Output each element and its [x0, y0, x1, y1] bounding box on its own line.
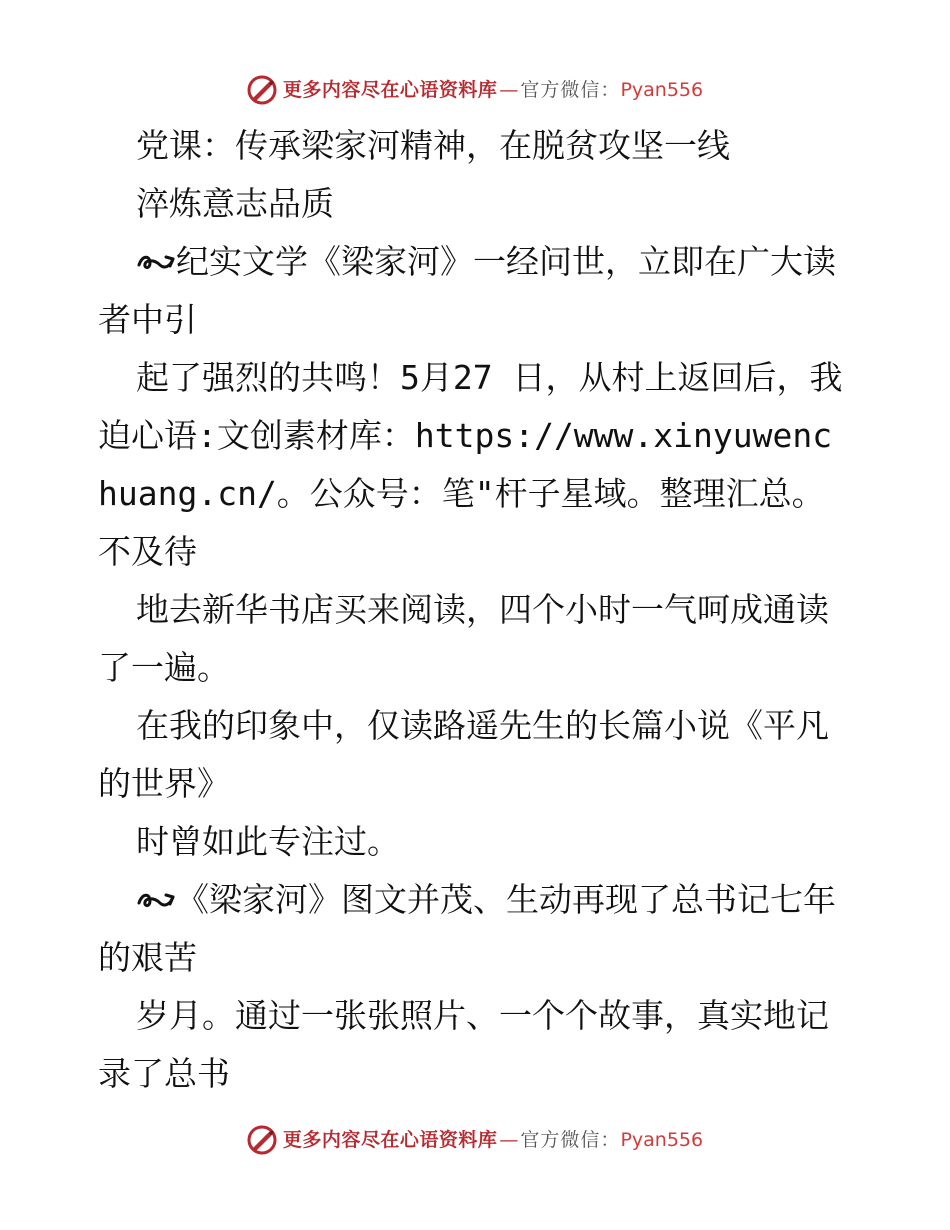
footer-dash: —: [499, 1129, 519, 1151]
paragraph-text: 地去新华书店买来阅读，四个小时一气呵成通读了一遍。: [98, 590, 829, 687]
seal-pen-icon: [247, 75, 277, 105]
paragraph-7: [98, 987, 850, 1103]
paragraph-title-1: [98, 117, 850, 175]
paragraph-title-2: [98, 175, 850, 233]
paragraph-text: 在我的印象中，仅读路遥先生的长篇小说《平凡的世界》: [98, 706, 829, 803]
paragraph-text: 岁月。通过一张张照片、一个个故事，真实地记录了总书: [98, 996, 829, 1093]
footer-wechat-label: 官方微信：: [520, 1129, 621, 1151]
paragraph-4: [98, 697, 850, 813]
paragraph-text: 时曾如此专注过。: [136, 822, 400, 861]
footer-brand-text: 更多内容尽在心语资料库: [282, 1129, 498, 1151]
curl-bullet-icon: [136, 249, 176, 275]
header-wechat-id: Pyan556: [620, 79, 704, 101]
paragraph-text: 起了强烈的共鸣！5月27 日，从村上返回后，我迫心语:文创素材库：https://www.xinyuwenchuang.cn/。公众号：笔"杆子星域。整理汇总。不及待: [98, 358, 843, 571]
paragraph-5: [98, 813, 850, 871]
paragraph-6: [98, 871, 850, 987]
paragraph-text: 《梁家河》图文并茂、生动再现了总书记七年的艰苦: [98, 880, 836, 977]
footer-banner: [0, 1120, 950, 1160]
paragraph-text: 党课：传承梁家河精神，在脱贫攻坚一线: [136, 126, 730, 165]
seal-pen-icon: [247, 1125, 277, 1155]
paragraph-text: 淬炼意志品质: [136, 184, 334, 223]
header-wechat-label: 官方微信：: [520, 79, 621, 101]
paragraph-text: 纪实文学《梁家河》一经问世，立即在广大读者中引: [98, 242, 836, 339]
curl-bullet-icon: [136, 887, 176, 913]
header-brand-text: 更多内容尽在心语资料库: [282, 79, 498, 101]
header-banner: [0, 70, 950, 110]
paragraph-2: [98, 349, 850, 581]
paragraph-3: [98, 581, 850, 697]
footer-wechat-id: Pyan556: [620, 1129, 704, 1151]
paragraph-1: [98, 233, 850, 349]
header-dash: —: [499, 79, 519, 101]
document-body: [98, 117, 850, 1103]
